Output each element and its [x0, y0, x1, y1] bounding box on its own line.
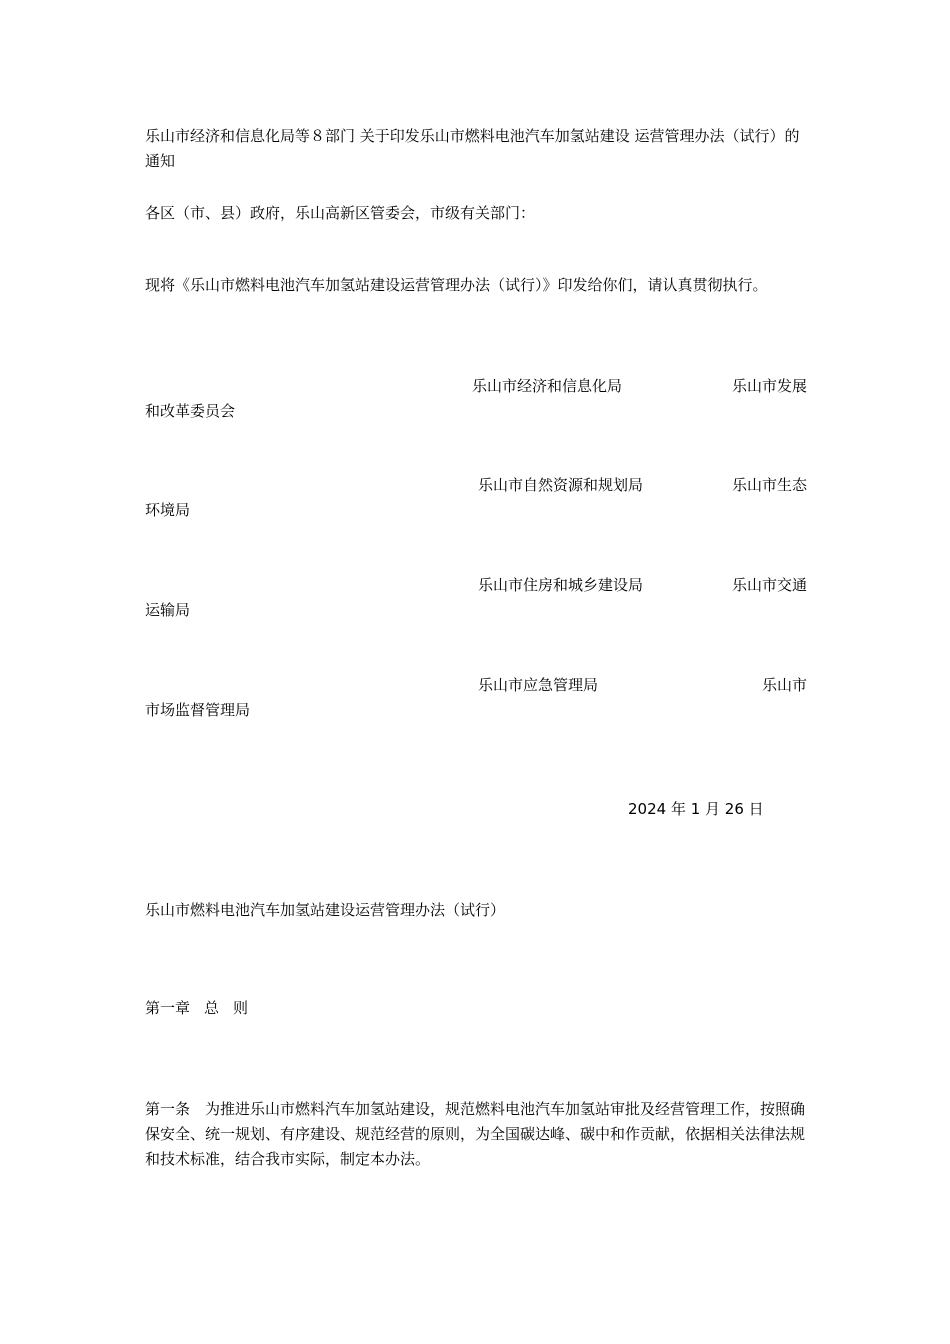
chapter-word-2: 则 [233, 999, 249, 1017]
signatory-row [145, 374, 807, 424]
signatory-left: 乐山市住房和城乡建设局 [478, 576, 644, 594]
chapter-heading [145, 996, 807, 1021]
signatory-continuation: 市场监督管理局 [145, 701, 251, 719]
signatory-right: 乐山市发展 [731, 377, 807, 395]
addressee-line: 各区（市、县）政府，乐山高新区管委会，市级有关部门： [145, 204, 536, 222]
issue-date: 2024 年 1 月 26 日 [628, 800, 764, 818]
measures-title: 乐山市燃料电池汽车加氢站建设运营管理办法（试行） [145, 901, 506, 919]
signatory-continuation: 环境局 [145, 501, 191, 519]
signatory-row [145, 573, 807, 623]
chapter-number: 第一章 [145, 999, 191, 1017]
signatory-right: 乐山市 [761, 676, 807, 694]
signatory-left: 乐山市经济和信息化局 [472, 377, 623, 395]
signatory-continuation: 和改革委员会 [145, 402, 236, 420]
signatory-right: 乐山市交通 [731, 576, 807, 594]
signatory-row [145, 473, 807, 523]
signatory-right: 乐山市生态 [731, 476, 807, 494]
notice-title: 乐山市经济和信息化局等８部门 关于印发乐山市燃料电池汽车加氢站建设 运营管理办法（试行）的通知 [145, 127, 800, 170]
notice-body: 现将《乐山市燃料电池汽车加氢站建设运营管理办法（试行）》印发给你们，请认真贯彻执行。 [145, 276, 768, 294]
article-1: 第一条 为推进乐山市燃料汽车加氢站建设，规范燃料电池汽车加氢站审批及经营管理工作，按照确保安全、统一规划、有序建设、规范经营的原则，为全国碳达峰、碳中和作贡献，依据相关法律法规和技术标准，结合我市实际，制定本办法。 [145, 1100, 806, 1168]
signatory-left: 乐山市自然资源和规划局 [478, 476, 644, 494]
signatory-continuation: 运输局 [145, 601, 191, 619]
signatory-row [145, 673, 807, 723]
signatory-left: 乐山市应急管理局 [478, 676, 599, 694]
chapter-word-1: 总 [204, 999, 220, 1017]
